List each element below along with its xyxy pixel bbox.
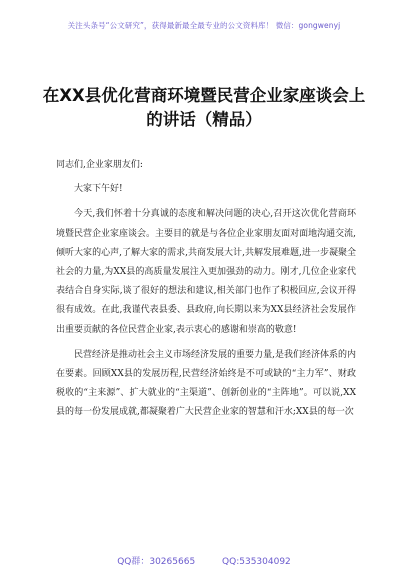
paragraph-1: 今天,我们怀着十分真诚的态度和解决问题的决心,召开这次优化营商环境暨民营企业家座谈会。主要目的就是与各位企业家朋友面对面地沟通交流,倾听大家的心声,了解大家的需求,共商发展大计,共解发展难题,进一步凝聚全社会的力量,为XX县的高质量发展注入更加强劲的动力。刚才,几位企业家代表结合自身实际,谈了很好的想法和建议,相关部门也作了积极回应,会议开得很有成效。在此,我谨代表县委、县政府,向长期以来为XX县经济社会发展作出重要贡献的各位民营企业家,表示衷心的感谢和崇高的敬意! [56, 209, 356, 335]
footer [0, 554, 408, 567]
paragraph-2: 民营经济是推动社会主义市场经济发展的重要力量,是我们经济体系的内在要素。回顾XX县的发展历程,民营经济始终是不可或缺的“主力军”、财政税收的“主来源”、扩大就业的“主渠道”、创新创业的“主阵地”。可以说,XX县的每一份发展成就,都凝聚着广大民营企业家的智慧和汗水;XX县的每一次 [56, 349, 356, 418]
greeting: 大家下午好! [74, 184, 123, 195]
document-title: 在XX县优化营商环境暨民营企业家座谈会上的讲话（精品） [42, 86, 366, 129]
top-banner: 关注头条号“公文研究”，获得最新最全最专业的公文资料库！ 微信：gongwenyj [67, 21, 341, 30]
salutation: 同志们,企业家朋友们: [56, 160, 143, 170]
document-body [56, 156, 356, 423]
footer-qq-group: QQ群：30265665 [117, 557, 196, 567]
footer-qq: QQ:535304092 [222, 557, 291, 567]
